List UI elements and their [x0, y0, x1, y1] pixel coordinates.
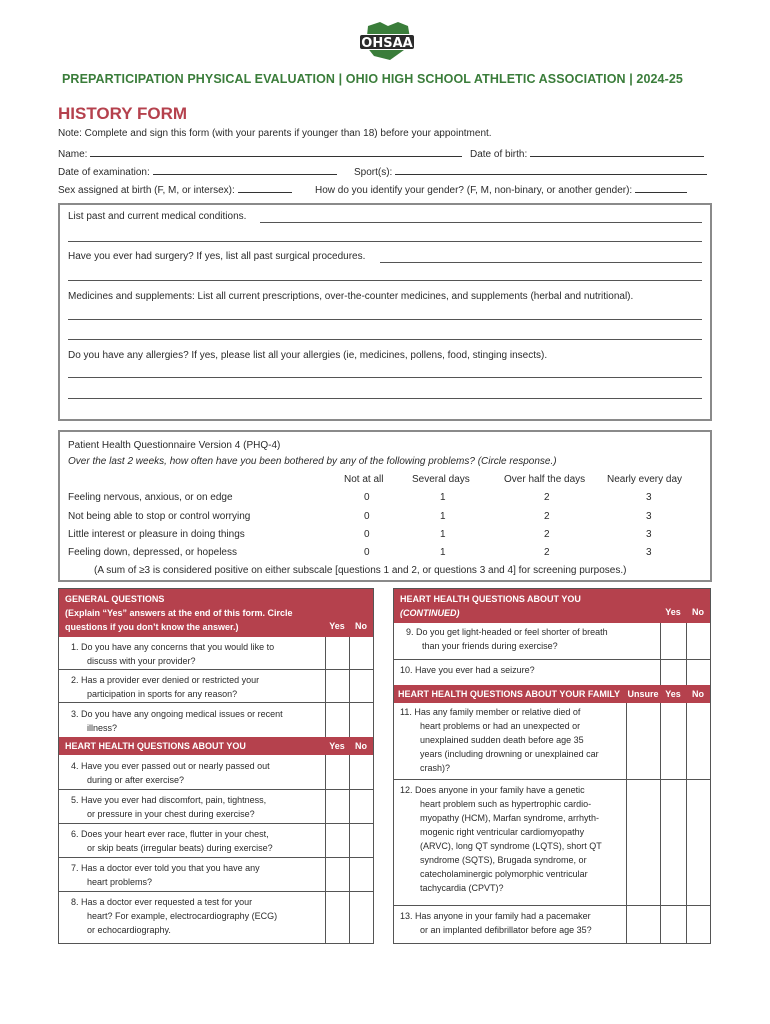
sports-row — [354, 165, 707, 178]
document-title: PREPARTICIPATION PHYSICAL EVALUATION | OHIO HIGH SCHOOL ATHLETIC ASSOCIATION | 2024-25 — [62, 72, 683, 86]
ohsaa-logo — [354, 20, 420, 64]
phq-subtitle: Over the last 2 weeks, how often have you been bothered by any of the following problems? (Circle response.) — [68, 456, 557, 467]
conditions-line-1[interactable] — [260, 222, 702, 223]
dob-field[interactable] — [530, 147, 704, 157]
sports-field[interactable] — [395, 165, 707, 175]
general-questions-header — [59, 589, 373, 637]
question-3 — [71, 707, 283, 735]
row-divider — [59, 891, 373, 892]
phq-row-label: Not being able to stop or control worrying — [68, 511, 251, 522]
heart-questions-header — [59, 737, 373, 755]
family-questions-header — [394, 685, 710, 703]
question-text: mogenic right ventricular cardiomyopathy — [420, 827, 585, 837]
family-header-text: HEART HEALTH QUESTIONS ABOUT YOUR FAMILY — [398, 689, 621, 699]
medicines-line-2[interactable] — [68, 339, 702, 340]
medicines-label: Medicines and supplements: List all current prescriptions, over-the-counter medicines, and supplements (herbal and nutritional). — [68, 291, 634, 302]
allergies-line-2[interactable] — [68, 398, 702, 399]
phq-col-nearly-every-day: Nearly every day — [607, 474, 683, 485]
row-divider — [59, 789, 373, 790]
row-divider — [59, 823, 373, 824]
name-row — [58, 147, 462, 160]
phq-value[interactable]: 2 — [544, 511, 550, 522]
general-questions-table — [58, 588, 374, 944]
row-divider — [394, 779, 710, 780]
question-9 — [406, 625, 608, 653]
family-unsure-header: Unsure — [627, 689, 659, 699]
question-text: tachycardia (CPVT)? — [420, 883, 504, 893]
heart-cont-header-line1: HEART HEALTH QUESTIONS ABOUT YOU — [400, 594, 581, 604]
no-column-divider — [686, 589, 687, 943]
row-divider — [59, 669, 373, 670]
family-yes-header: Yes — [665, 689, 681, 699]
question-text: 1. Do you have any concerns that you would like to — [71, 642, 275, 652]
question-text: myopathy (HCM), Marfan syndrome, arrhyth- — [420, 813, 600, 823]
phq-row-label: Feeling nervous, anxious, or on edge — [68, 492, 233, 503]
surgery-label: Have you ever had surgery? If yes, list all past surgical procedures. — [68, 251, 366, 262]
question-text: catecholaminergic polymorphic ventricular — [420, 869, 588, 879]
gender-field[interactable] — [635, 183, 687, 193]
phq-scoring-note: (A sum of ≥3 is considered positive on either subscale [questions 1 and 2, or questions 3 and 4] for screening purposes.) — [94, 565, 627, 576]
question-5 — [71, 793, 266, 821]
dob-label: Date of birth: — [470, 149, 528, 160]
sex-label: Sex assigned at birth (F, M, or intersex): — [58, 185, 235, 196]
name-field[interactable] — [90, 147, 462, 157]
heart-cont-no-header: No — [692, 607, 704, 617]
question-text: discuss with your provider? — [87, 656, 196, 666]
row-divider — [59, 857, 373, 858]
phq-value[interactable]: 3 — [646, 529, 652, 540]
question-text: 12. Does anyone in your family have a genetic — [400, 785, 585, 795]
allergies-label: Do you have any allergies? If yes, please list all your allergies (ie, medicines, pollens, food, stinging insects). — [68, 350, 548, 361]
form-title: HISTORY FORM — [58, 104, 188, 123]
phq-value[interactable]: 0 — [364, 492, 370, 503]
phq-value[interactable]: 2 — [544, 492, 550, 503]
exam-date-field[interactable] — [153, 165, 337, 175]
question-text: 13. Has anyone in your family had a pacemaker — [400, 911, 591, 921]
name-label: Name: — [58, 149, 88, 160]
question-text: illness? — [87, 723, 118, 733]
heart-cont-header-line2: (CONTINUED) — [400, 608, 460, 618]
question-6 — [71, 827, 273, 855]
phq-value[interactable]: 3 — [646, 547, 652, 558]
question-2 — [71, 673, 259, 701]
phq4-box — [58, 430, 712, 582]
phq-value[interactable]: 0 — [364, 511, 370, 522]
general-header-line3: questions if you don’t know the answer.) — [65, 622, 239, 632]
phq-value[interactable]: 0 — [364, 529, 370, 540]
question-text: syndrome (SQTS), Brugada syndrome, or — [420, 855, 587, 865]
question-8 — [71, 895, 277, 937]
question-text: heart problems? — [87, 877, 153, 887]
heart-no-header: No — [355, 741, 367, 751]
row-divider — [394, 659, 710, 660]
sex-field[interactable] — [238, 183, 292, 193]
phq-value[interactable]: 1 — [440, 529, 446, 540]
question-text: 5. Have you ever had discomfort, pain, tightness, — [71, 795, 267, 805]
surgery-line-2[interactable] — [68, 280, 702, 281]
phq-value[interactable]: 2 — [544, 529, 550, 540]
question-text: or an implanted defibrillator before age 35? — [420, 925, 592, 935]
question-1 — [71, 640, 274, 668]
surgery-line-1[interactable] — [380, 262, 702, 263]
question-text: heart problems or had an unexpected or — [420, 721, 581, 731]
form-note: Note: Complete and sign this form (with your parents if younger than 18) before your appointment. — [58, 128, 492, 139]
question-text: unexplained sudden death before age 35 — [420, 735, 584, 745]
phq-value[interactable]: 1 — [440, 492, 446, 503]
phq-value[interactable]: 3 — [646, 492, 652, 503]
question-4 — [71, 759, 270, 787]
heart-yes-header: Yes — [329, 741, 345, 751]
question-10: 10. Have you ever had a seizure? — [400, 665, 535, 675]
phq-value[interactable]: 3 — [646, 511, 652, 522]
question-text: participation in sports for any reason? — [87, 689, 238, 699]
question-text: (ARVC), long QT syndrome (LQTS), short QT — [420, 841, 602, 851]
medical-history-box — [58, 203, 712, 421]
heart-health-continued-table — [393, 588, 711, 944]
question-text: 8. Has a doctor ever requested a test for your — [71, 897, 253, 907]
question-13 — [400, 909, 592, 937]
medicines-line-1[interactable] — [68, 319, 702, 320]
phq-col-over-half: Over half the days — [504, 474, 586, 485]
exam-date-label: Date of examination: — [58, 167, 150, 178]
general-header-line2: (Explain “Yes” answers at the end of this form. Circle — [65, 608, 293, 618]
phq-col-not-at-all: Not at all — [344, 474, 384, 485]
dob-row — [470, 147, 704, 160]
general-header-line1: GENERAL QUESTIONS — [65, 594, 165, 604]
question-text: than your friends during exercise? — [422, 641, 558, 651]
general-no-header: No — [355, 621, 367, 631]
heart-continued-header — [394, 589, 710, 623]
phq-row-label: Feeling down, depressed, or hopeless — [68, 547, 237, 558]
question-text: 9. Do you get light-headed or feel shorter of breath — [406, 627, 608, 637]
row-divider — [59, 702, 373, 703]
phq-value[interactable]: 2 — [544, 547, 550, 558]
question-text: or pressure in your chest during exercise? — [87, 809, 255, 819]
question-text: during or after exercise? — [87, 775, 185, 785]
phq-value[interactable]: 0 — [364, 547, 370, 558]
question-text: or echocardiography. — [87, 925, 171, 935]
question-7 — [71, 861, 260, 889]
sports-label: Sport(s): — [354, 167, 393, 178]
question-11 — [400, 705, 599, 775]
heart-header-text: HEART HEALTH QUESTIONS ABOUT YOU — [65, 741, 246, 751]
yes-column-divider — [660, 589, 661, 943]
logo-text: OHSAA — [361, 36, 413, 51]
question-text: heart? For example, electrocardiography (ECG) — [87, 911, 278, 921]
question-text: years (including drowning or unexplained car — [420, 749, 599, 759]
phq-value[interactable]: 1 — [440, 547, 446, 558]
no-column-divider — [349, 589, 350, 943]
question-text: 2. Has a provider ever denied or restricted your — [71, 675, 260, 685]
question-text: or skip beats (irregular beats) during exercise? — [87, 843, 273, 853]
question-text: 11. Has any family member or relative died of — [400, 707, 581, 717]
allergies-line-1[interactable] — [68, 377, 702, 378]
phq-col-several-days: Several days — [412, 474, 470, 485]
heart-cont-yes-header: Yes — [665, 607, 681, 617]
phq-value[interactable]: 1 — [440, 511, 446, 522]
family-no-header: No — [692, 689, 704, 699]
question-12 — [400, 783, 602, 895]
conditions-label: List past and current medical conditions. — [68, 211, 247, 222]
phq-row-label: Little interest or pleasure in doing things — [68, 529, 245, 540]
sex-row — [58, 183, 292, 196]
question-text: heart problem such as hypertrophic cardio- — [420, 799, 592, 809]
conditions-line-2[interactable] — [68, 241, 702, 242]
gender-label: How do you identify your gender? (F, M, non-binary, or another gender): — [315, 185, 633, 196]
question-text: crash)? — [420, 763, 451, 773]
gender-row — [315, 183, 687, 196]
question-text: 3. Do you have any ongoing medical issues or recent — [71, 709, 283, 719]
question-text: 7. Has a doctor ever told you that you have any — [71, 863, 260, 873]
phq-title: Patient Health Questionnaire Version 4 (PHQ-4) — [68, 440, 281, 451]
general-yes-header: Yes — [329, 621, 345, 631]
row-divider — [394, 905, 710, 906]
exam-date-row — [58, 165, 337, 178]
yes-column-divider — [325, 589, 326, 943]
question-text: 6. Does your heart ever race, flutter in your chest, — [71, 829, 269, 839]
question-text: 4. Have you ever passed out or nearly passed out — [71, 761, 270, 771]
